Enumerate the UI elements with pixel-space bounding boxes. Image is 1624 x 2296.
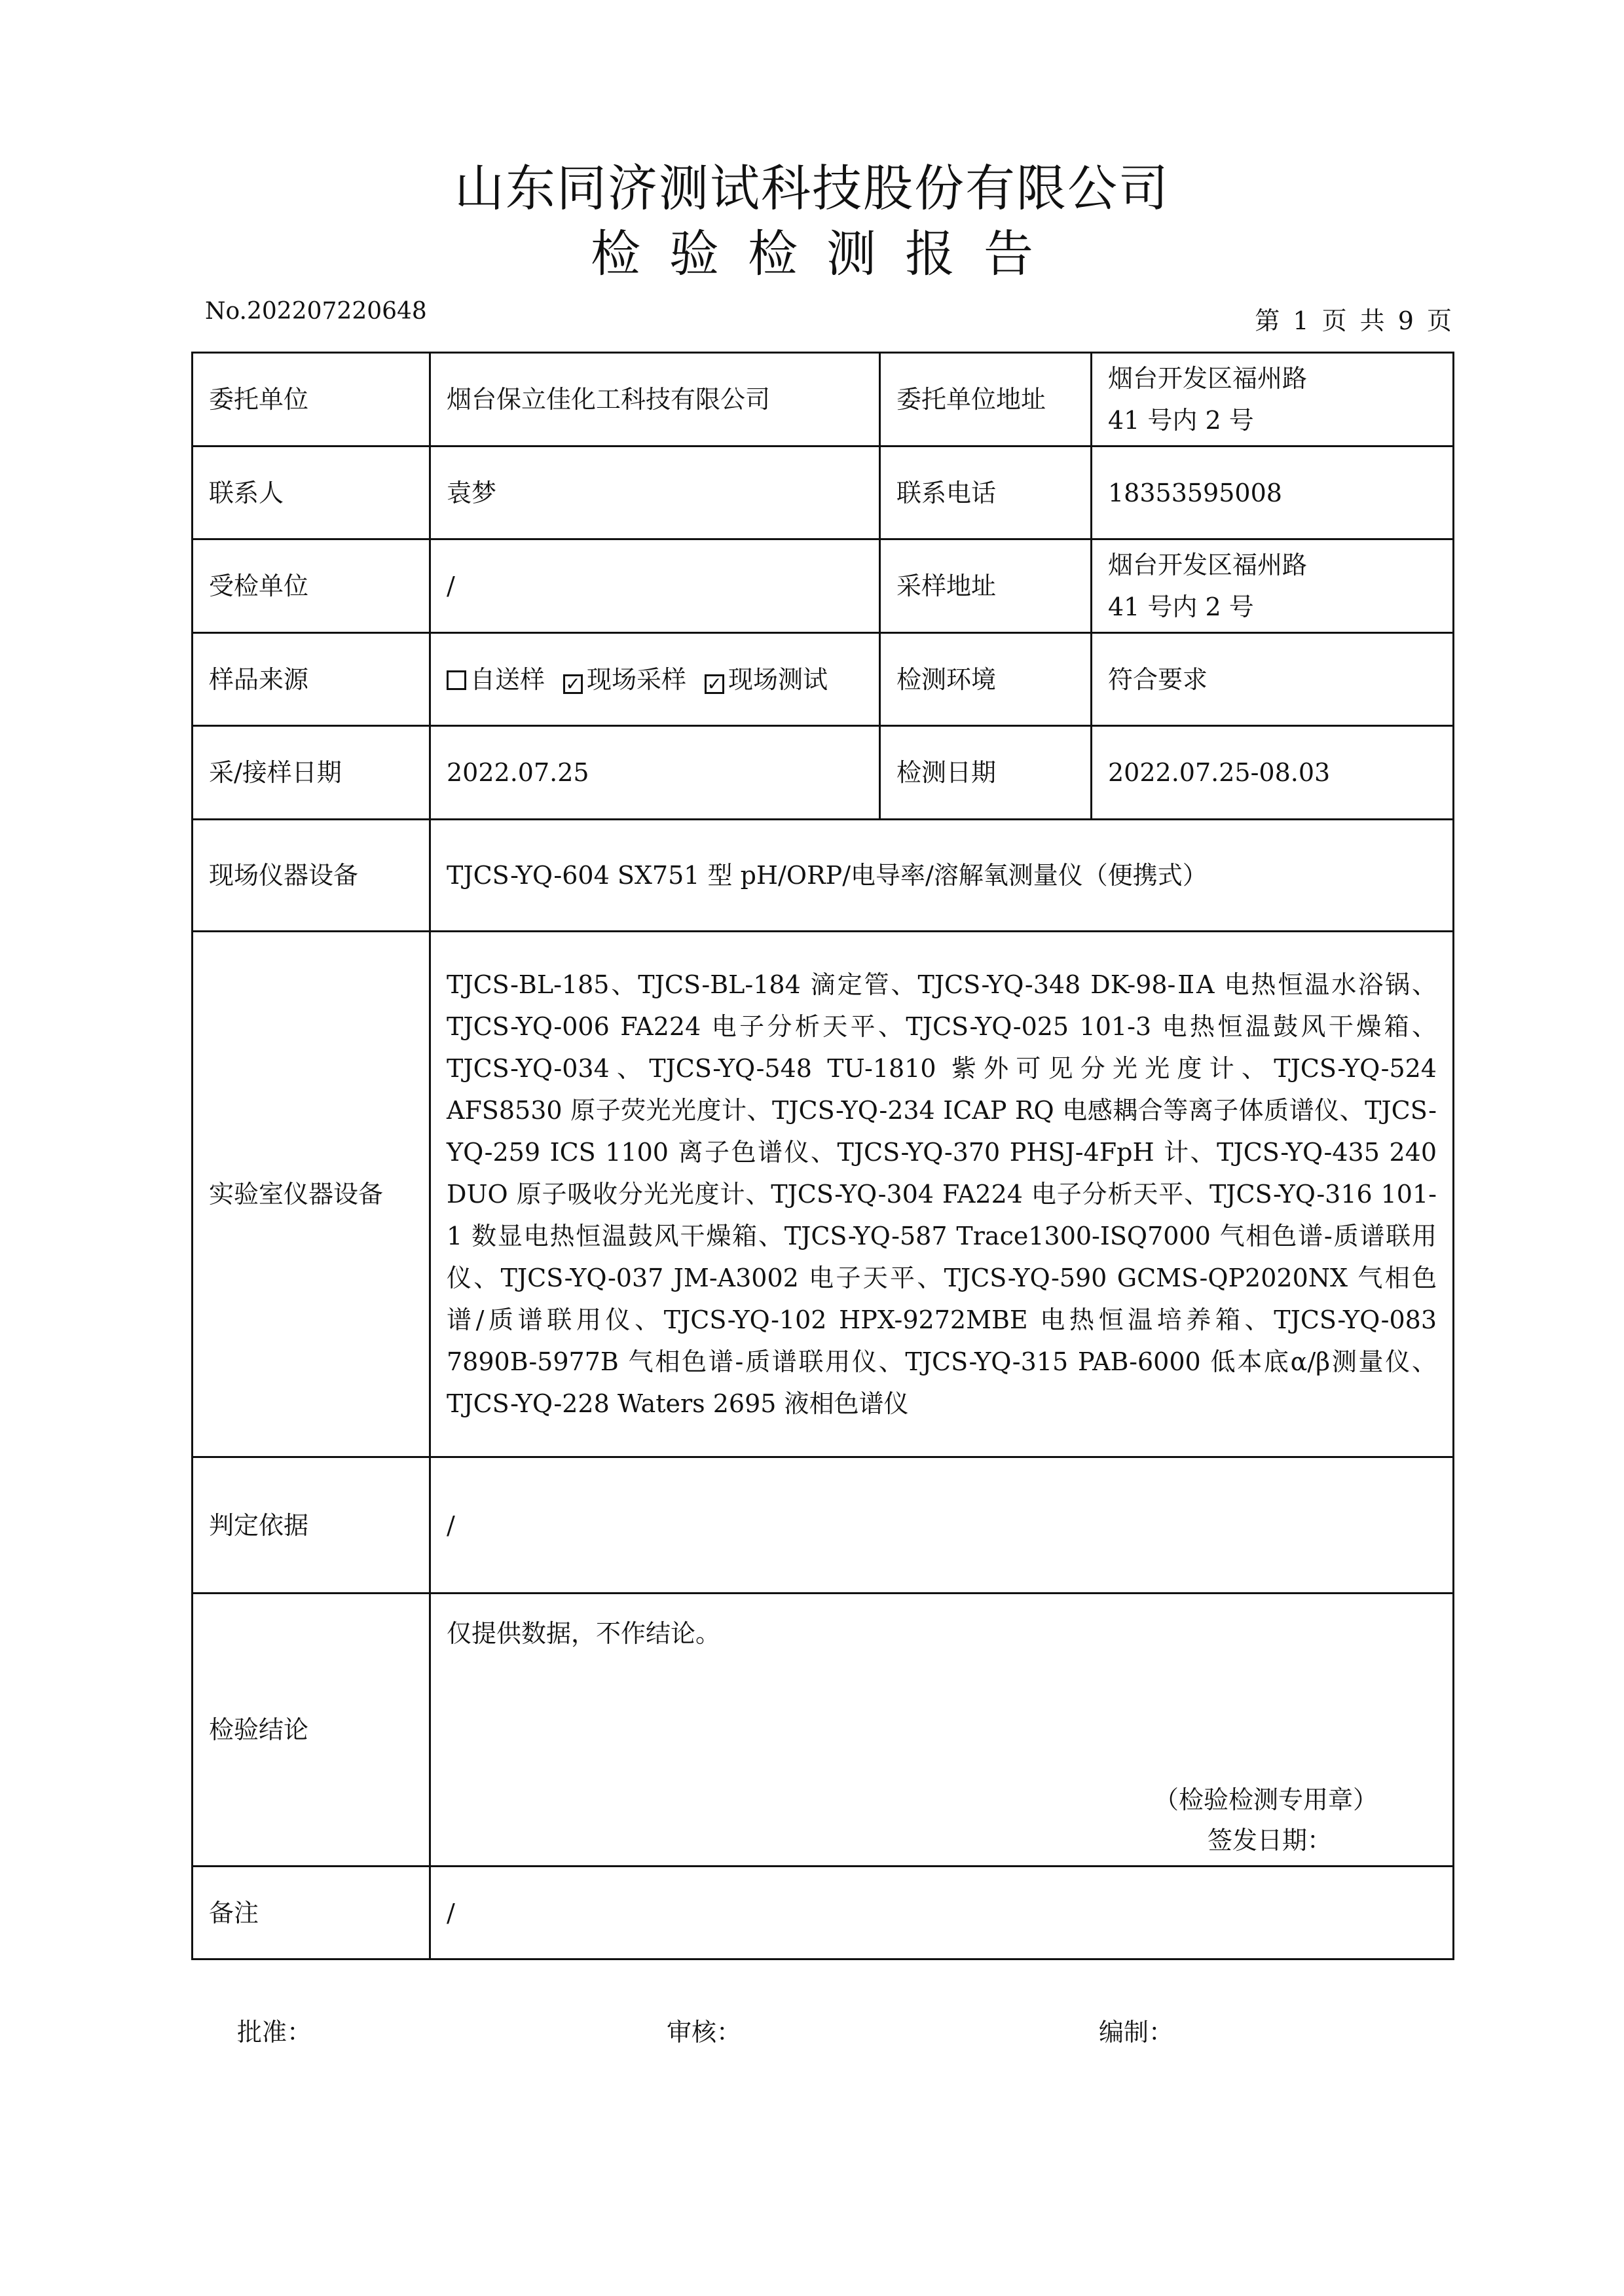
sample-source-label: 样品来源 [193,633,430,726]
remark-label: 备注 [193,1867,430,1959]
environment-value: 符合要求 [1092,633,1454,726]
review-label: 审核： [667,2018,742,2047]
conclusion-block [447,1594,1437,1865]
table-row [193,633,1454,726]
sampling-address-label: 采样地址 [880,539,1092,633]
client-label: 委托单位 [193,353,430,446]
checkbox-icon [447,670,466,690]
test-date-label: 检测日期 [880,726,1092,820]
field-equipment-value: TJCS-YQ-604 SX751 型 pH/ORP/电导率/溶解氧测量仪（便携式） [430,820,1454,932]
conclusion-label: 检验结论 [193,1594,430,1867]
inspected-unit-label: 受检单位 [193,539,430,633]
sample-date-value: 2022.07.25 [430,726,880,820]
table-row [193,932,1454,1457]
approve-label: 批准： [237,2018,312,2047]
client-address-label: 委托单位地址 [880,353,1092,446]
source-option-field-testing [705,665,828,694]
sampling-address-value [1092,539,1454,633]
client-address-line-1: 烟台开发区福州路 [1108,364,1308,393]
phone-label: 联系电话 [880,446,1092,539]
sample-date-label: 采/接样日期 [193,726,430,820]
environment-label: 检测环境 [880,633,1092,726]
lab-equipment-label: 实验室仪器设备 [193,932,430,1457]
table-row [193,446,1454,539]
test-date-value: 2022.07.25-08.03 [1092,726,1454,820]
stamp-note: （检验检测专用章） [1153,1785,1378,1814]
table-row [193,820,1454,932]
sampling-address-line-2: 41 号内 2 号 [1108,592,1254,621]
report-title: 检验检测报告 [591,225,1062,283]
conclusion-cell [430,1594,1454,1867]
lab-equipment-value: TJCS-BL-185、TJCS-BL-184 滴定管、TJCS-YQ-348 DK-98-ⅡA 电热恒温水浴锅、TJCS-YQ-006 FA224 电子分析天平、TJCS-YQ-025 101-3 电热恒温鼓风干燥箱、TJCS-YQ-034、TJCS-YQ-548 TU-1810 紫外可见分光光度计、TJCS-YQ-524 AFS8530 原子荧光光度计、TJCS-YQ-234 ICAP RQ 电感耦合等离子体质谱仪、TJCS-YQ-259 ICS 1100 离子色谱仪、TJCS-YQ-370 PHSJ-4FpH 计、TJCS-YQ-435 240 DUO 原子吸收分光光度计、TJCS-YQ-304 FA224 电子分析天平、TJCS-YQ-316 101-1 数显电热恒温鼓风干燥箱、TJCS-YQ-587 Trace1300-ISQ7000 气相色谱-质谱联用仪、TJCS-YQ-037 JM-A3002 电子天平、TJCS-YQ-590 GCMS-QP2020NX 气相色谱/质谱联用仪、TJCS-YQ-102 HPX-9272MBE 电热恒温培养箱、TJCS-YQ-083 7890B-5977B 气相色谱-质谱联用仪、TJCS-YQ-315 PAB-6000 低本底α/β测量仪、TJCS-YQ-228 Waters 2695 液相色谱仪 [430,932,1454,1457]
report-number: No.202207220648 [205,298,427,325]
inspected-unit-value: / [430,539,880,633]
conclusion-value: 仅提供数据，不作结论。 [447,1619,721,1648]
checkbox-icon: ✓ [705,674,724,694]
page-info: 第 1 页 共 9 页 [1255,306,1452,335]
contact-label: 联系人 [193,446,430,539]
issue-date-label: 签发日期： [1207,1826,1332,1855]
table-row [193,1867,1454,1959]
source-option-label: 现场采样 [587,665,687,694]
basis-value: / [430,1457,1454,1594]
checkbox-icon: ✓ [563,674,583,694]
client-address-value [1092,353,1454,446]
source-option-label: 现场测试 [728,665,828,694]
client-address-line-2: 41 号内 2 号 [1108,406,1254,435]
report-info-table [191,352,1454,1960]
source-option-self [447,665,545,694]
sample-source-options [430,633,880,726]
prepare-label: 编制： [1099,2018,1174,2047]
source-option-label: 自送样 [470,665,545,694]
company-name: 山东同济测试科技股份有限公司 [454,159,1170,217]
table-row [193,1457,1454,1594]
contact-value: 袁梦 [430,446,880,539]
table-row [193,1594,1454,1867]
client-value: 烟台保立佳化工科技有限公司 [430,353,880,446]
sampling-address-line-1: 烟台开发区福州路 [1108,551,1308,579]
table-row [193,539,1454,633]
field-equipment-label: 现场仪器设备 [193,820,430,932]
source-option-field-sampling [563,665,686,694]
table-row [193,353,1454,446]
remark-value: / [430,1867,1454,1959]
table-row [193,726,1454,820]
phone-value: 18353595008 [1092,446,1454,539]
basis-label: 判定依据 [193,1457,430,1594]
